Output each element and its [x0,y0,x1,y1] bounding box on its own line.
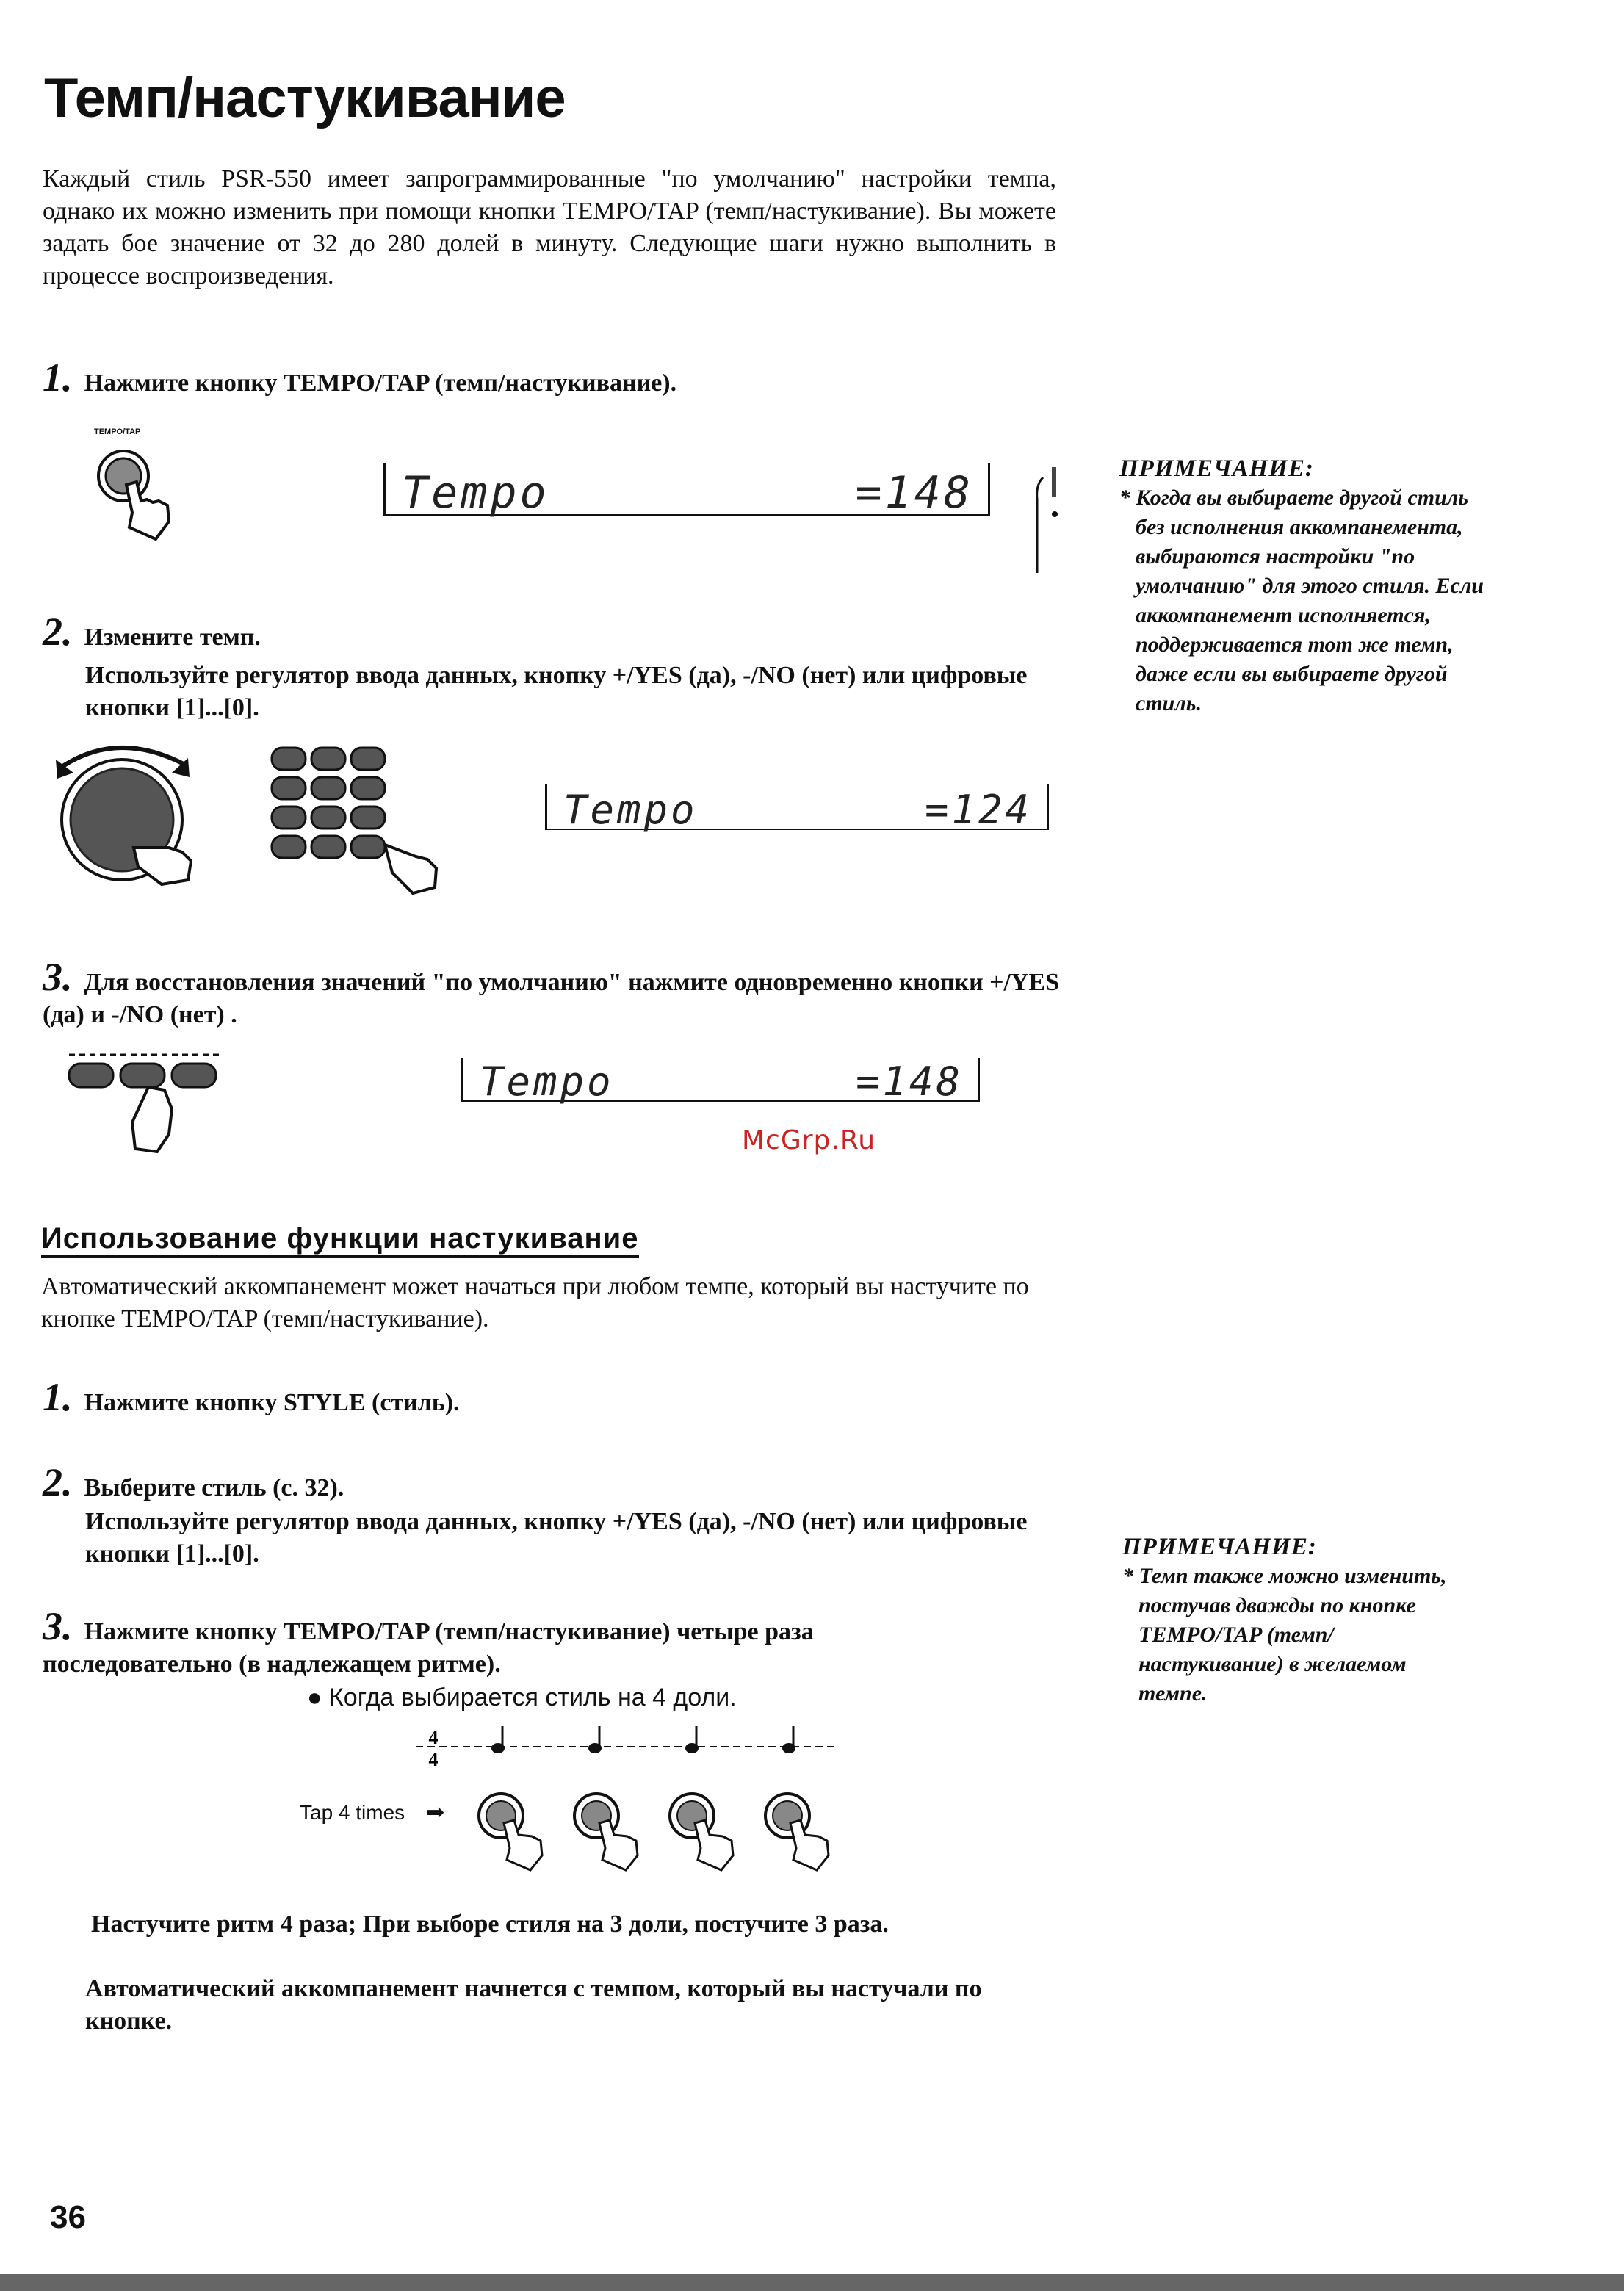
step-a3-number: 3. [43,955,73,999]
step-b2 [43,1460,344,1504]
step-a2-detail: Используйте регулятор ввода данных, кнопку +/YES (да), -/NO (нет) или цифровые кнопки [1]...[0]. [85,662,1028,721]
lcd-display-3 [461,1058,980,1105]
step-b3 [43,1604,990,1681]
tap-button-icon [765,1794,829,1870]
watermark: McGrp.Ru [742,1125,876,1155]
note-1 [1119,454,1487,718]
lcd-3-value: =148 [855,1058,963,1105]
section-heading: Использование функции настукивание [41,1222,639,1258]
step-a1 [43,356,677,400]
lcd-3-label: Tempo [480,1058,614,1105]
outro-start: Автоматический аккомпанемент начнется с темпом, который вы настучали по кнопке. [85,1975,982,2035]
step-b1-number: 1. [43,1375,73,1419]
lcd-display-1 [383,463,990,519]
bottom-scan-edge [0,2274,1624,2291]
margin-bracket-icon [1031,463,1061,573]
note-2 [1122,1532,1475,1709]
step-b1-text: Нажмите кнопку STYLE (стиль). [84,1389,460,1416]
tap-button-icon [670,1794,733,1870]
note-1-heading: ПРИМЕЧАНИЕ: [1119,455,1314,482]
step-b3-text: Нажмите кнопку TEMPO/TAP (темп/настукивание) четыре раза последовательно (в надлежащем ритме). [43,1618,814,1678]
number-keypad-icon [259,742,450,903]
tap-buttons-row [470,1778,852,1888]
step-b2-number: 2. [43,1460,73,1504]
step-b2-detail: Используйте регулятор ввода данных, кнопку +/YES (да), -/NO (нет) или цифровые кнопки [1]...[0]. [85,1508,1028,1567]
step-a2-text: Измените темп. [84,624,261,651]
yes-no-buttons-hand-icon [62,1046,238,1156]
arrow-right-icon: ➡ [426,1800,445,1825]
press-button-hand-icon [88,439,191,542]
step-b3-number: 3. [43,1604,73,1648]
step-b2-text: Выберите стиль (с. 32). [84,1474,344,1501]
time-signature-bottom: 4 [428,1749,439,1770]
data-dial-icon [51,737,198,892]
step-a1-text: Нажмите кнопку TEMPO/TAP (темп/настукивание). [84,369,677,397]
tempo-tap-label: TEMPO/TAP [94,427,141,436]
section-intro: Автоматический аккомпанемент может начаться при любом темпе, который вы настучите по кнопке TEMPO/TAP (темп/настукивание). [41,1273,1029,1332]
tap-button-icon [574,1794,638,1870]
intro-paragraph: Каждый стиль PSR-550 имеет запрограммированные "по умолчанию" настройки темпа, однако их можно изменить при помощи кнопки TEMPO/TAP (темп/настукивание). Вы можете задать бое значение от 32 до 280 долей в минуту. Следующие шаги нужно выполнить в процессе воспроизведения. [43,165,1056,289]
tap-button-icon [479,1794,542,1870]
lcd-1-label: Tempo [402,467,549,519]
rhythm-staff [411,1719,852,1778]
outro-taps: Настучите ритм 4 раза; При выборе стиля на 3 доли, постучите 3 раза. [91,1911,889,1938]
lcd-2-label: Tempo [563,787,698,833]
page-title: Темп/настукивание [44,67,566,129]
page-number: 36 [50,2199,86,2235]
note-2-heading: ПРИМЕЧАНИЕ: [1122,1534,1317,1560]
step-a2 [43,610,261,654]
lcd-1-value: =148 [855,467,973,519]
beat-notes [491,1726,795,1753]
lcd-display-2 [545,784,1049,833]
note-2-text: * Темп также можно изменить, постучав дважды по кнопке TEMPO/TAP (темп/настукивание) в желаемом темпе. [1122,1564,1447,1706]
step-a3-text: Для восстановления значений "по умолчанию" нажмите одновременно кнопки +/YES (да) и -/NO (нет) . [43,969,1060,1028]
step-b1 [43,1375,460,1419]
lcd-2-value: =124 [924,787,1032,833]
step-a3 [43,955,1064,1031]
figure-caption: ● Когда выбирается стиль на 4 доли. [307,1684,737,1711]
step-a2-number: 2. [43,610,73,654]
tap-label: Tap 4 times [300,1801,405,1824]
time-signature-top: 4 [428,1727,439,1748]
note-1-text: * Когда вы выбираете другой стиль без исполнения аккомпанемента, выбираются настройки "по умолчанию" для этого стиля. Если аккомпанемент исполняется, поддерживается тот же темп, даже если вы выбираете другой стиль. [1119,486,1484,715]
step-a1-number: 1. [43,356,73,400]
